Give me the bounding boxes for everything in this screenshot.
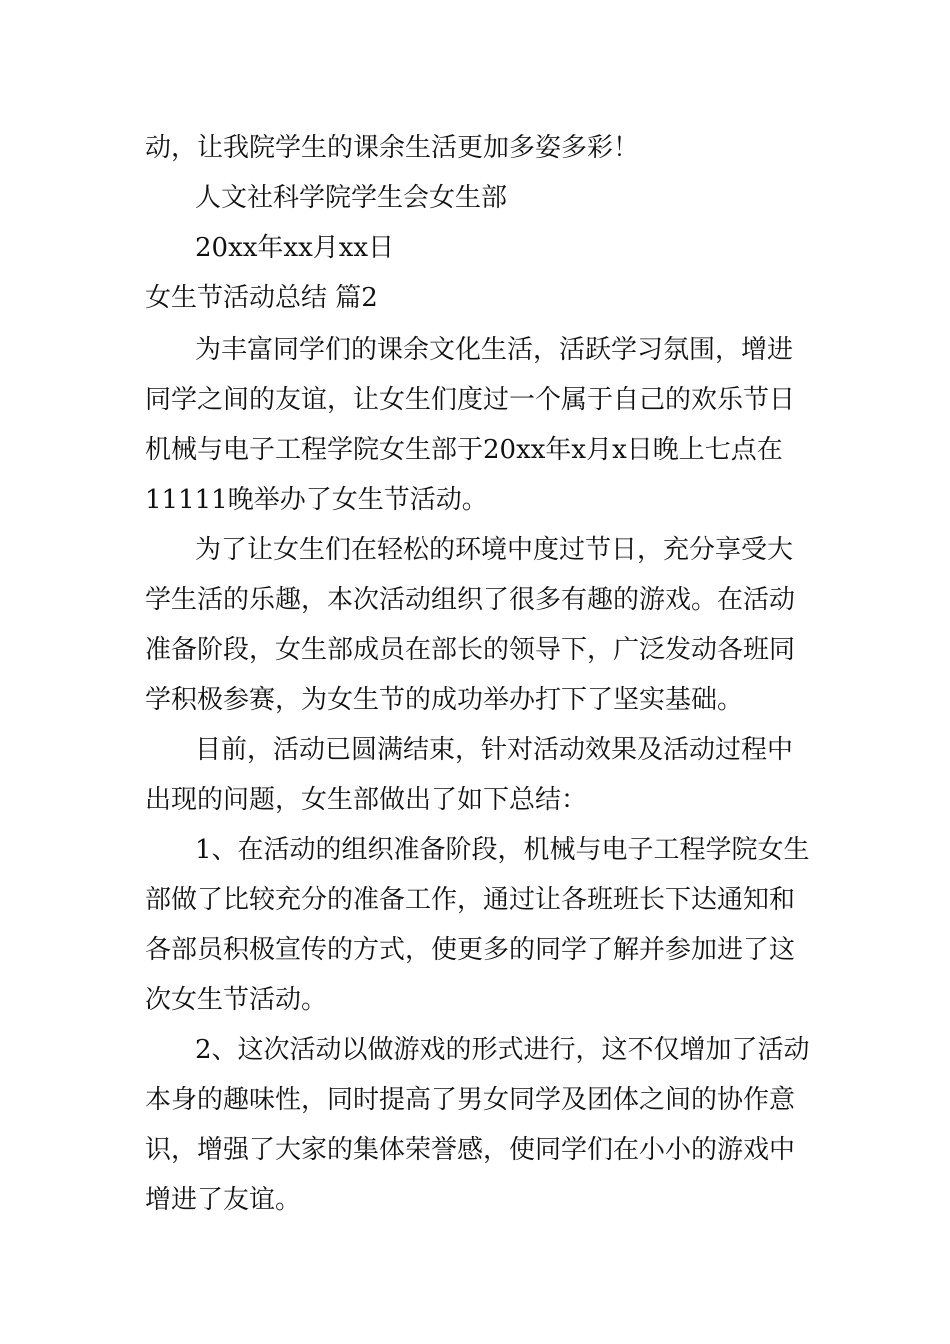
paragraph-line: 学积极参赛，为女生节的成功举办打下了坚实基础。 [145, 685, 744, 715]
paragraph-line: 各部员积极宣传的方式，使更多的同学了解并参加进了这 [145, 935, 796, 965]
section-heading: 女生节活动总结 篇2 [145, 283, 378, 313]
paragraph-line: 出现的问题，女生部做出了如下总结： [145, 785, 588, 815]
date-line: 20xx年xx月xx日 [195, 233, 395, 263]
paragraph-line: 为了让女生们在轻松的环境中度过节日，充分享受大 [195, 535, 794, 565]
paragraph-line: 2、这次活动以做游戏的形式进行，这不仅增加了活动 [195, 1035, 810, 1065]
paragraph-line: 1、在活动的组织准备阶段，机械与电子工程学院女生 [195, 835, 810, 865]
paragraph-line: 11111晚举办了女生节活动。 [145, 485, 488, 515]
signature-line: 人文社科学院学生会女生部 [195, 183, 508, 213]
paragraph-line: 学生活的乐趣，本次活动组织了很多有趣的游戏。在活动 [145, 585, 796, 615]
paragraph-line: 同学之间的友谊，让女生们度过一个属于自己的欢乐节日 [145, 385, 796, 415]
paragraph-line: 准备阶段，女生部成员在部长的领导下，广泛发动各班同 [145, 635, 796, 665]
paragraph-line: 本身的趣味性，同时提高了男女同学及团体之间的协作意 [145, 1085, 796, 1115]
paragraph-line: 部做了比较充分的准备工作，通过让各班班长下达通知和 [145, 885, 796, 915]
paragraph-line: 识，增强了大家的集体荣誉感，使同学们在小小的游戏中 [145, 1135, 796, 1165]
paragraph-line: 动，让我院学生的课余生活更加多姿多彩！ [145, 133, 640, 163]
paragraph-line: 机械与电子工程学院女生部于20xx年x月x日晚上七点在 [145, 435, 783, 465]
paragraph-line: 增进了友谊。 [145, 1185, 302, 1215]
paragraph-line: 为丰富同学们的课余文化生活，活跃学习氛围，增进 [195, 335, 794, 365]
paragraph-line: 次女生节活动。 [145, 985, 328, 1015]
paragraph-line: 目前，活动已圆满结束，针对活动效果及活动过程中 [195, 735, 794, 765]
